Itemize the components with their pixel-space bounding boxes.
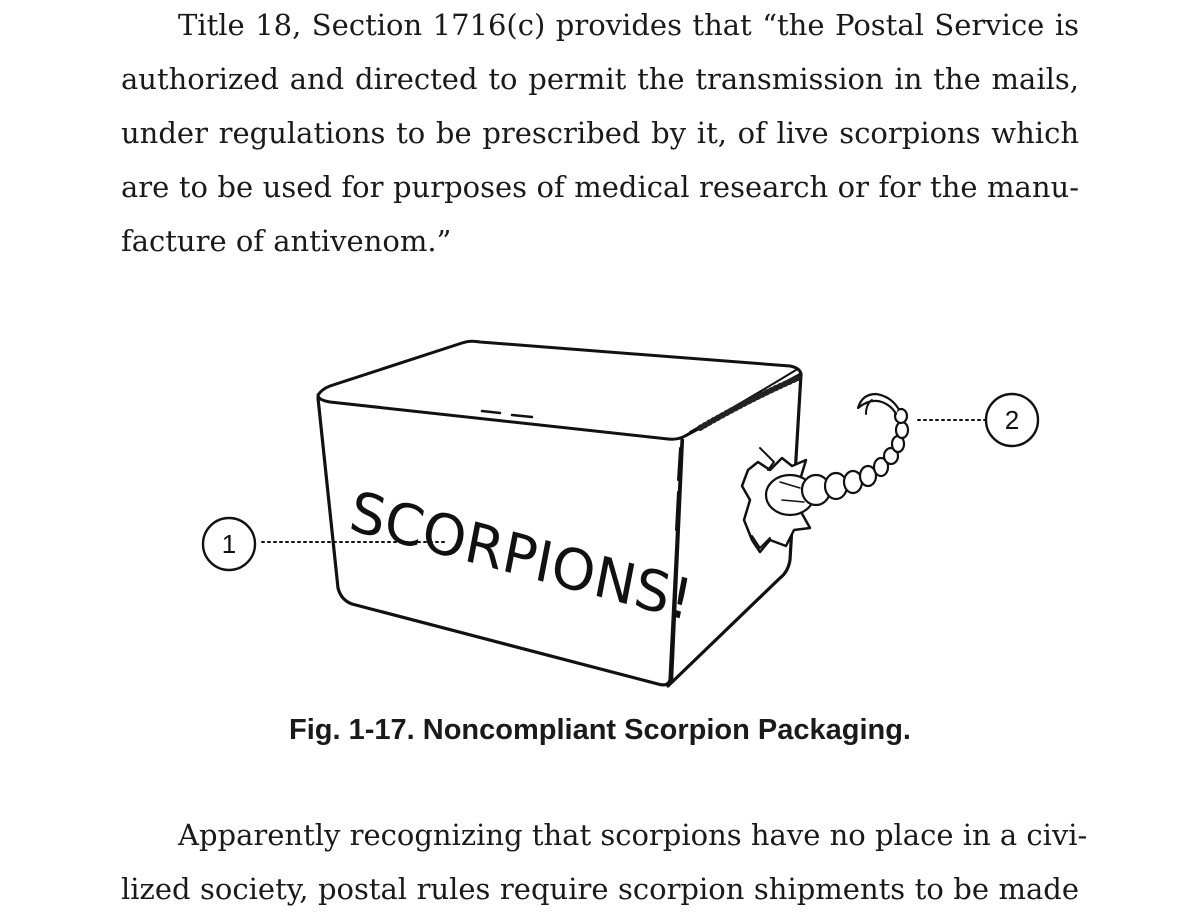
text-line: authorized and directed to permit the transmission in the mails, xyxy=(121,62,1079,96)
text-line: lized society, postal rules require scorpion shipments to be made xyxy=(121,872,1079,906)
text-line: Title 18, Section 1716(c) provides that “the Postal Service is xyxy=(178,8,1079,42)
callout-number-1: 1 xyxy=(221,529,237,559)
figure-scorpion-packaging xyxy=(0,300,1200,720)
text-line: under regulations to be prescribed by it, of live scorpions which xyxy=(121,116,1079,150)
box-label: SCORPIONS! xyxy=(344,479,698,635)
box-illustration xyxy=(0,300,1200,720)
callout-number-2: 2 xyxy=(1004,405,1020,435)
paragraph-statute-quote xyxy=(121,0,1079,268)
paragraph-scorpion-rules xyxy=(121,808,1088,916)
text-line: are to be used for purposes of medical research or for the manu- xyxy=(121,170,1079,204)
text-line: Apparently recognizing that scorpions have no place in a civi- xyxy=(178,818,1088,852)
text-line: facture of antivenom.” xyxy=(121,224,452,258)
figure-caption: Fig. 1-17. Noncompliant Scorpion Packaging. xyxy=(289,714,911,746)
